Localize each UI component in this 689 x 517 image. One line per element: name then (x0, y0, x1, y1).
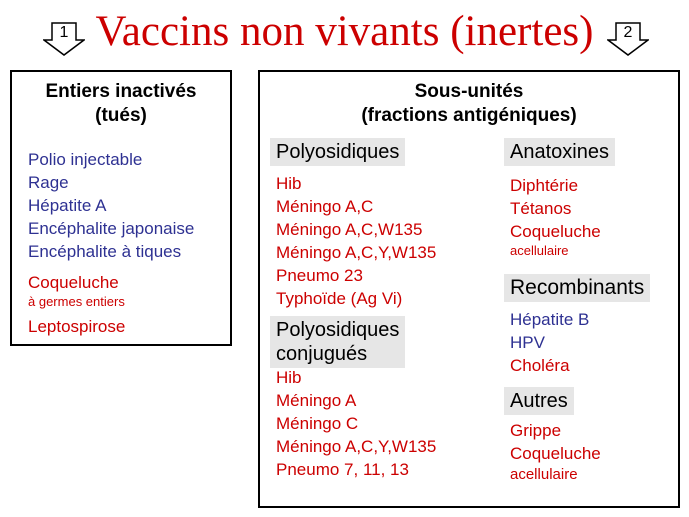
list-item: Choléra (510, 356, 570, 375)
list-item: Méningo C (276, 414, 359, 433)
inactivated-title-line1: Entiers inactivés (45, 81, 197, 102)
list-item: Diphtérie (510, 176, 579, 195)
list-item: Coqueluche (510, 444, 601, 463)
list-item: Coqueluche (510, 222, 601, 241)
list-item: Méningo A,C,W135 (276, 220, 423, 239)
list-item: Hépatite B (510, 310, 590, 329)
list-item: Encéphalite japonaise (28, 219, 195, 238)
inactivated-whole-box (10, 70, 232, 346)
list-item: HPV (510, 333, 545, 352)
list-item-note: acellulaire (510, 243, 569, 258)
autres-heading: Autres (504, 387, 574, 415)
inactivated-list (28, 148, 194, 338)
list-item: Méningo A,C,Y,W135 (276, 437, 437, 456)
list-item: Grippe (510, 421, 562, 440)
list-item: Polio injectable (28, 150, 143, 169)
list-item: Hib (276, 368, 302, 387)
list-item: Coqueluche (28, 273, 119, 292)
recombinants-list (510, 308, 589, 377)
list-item: Méningo A,C (276, 197, 374, 216)
polyosidiques-list (276, 172, 436, 310)
autres-list (510, 419, 601, 485)
anatoxines-list (510, 174, 601, 259)
conjugues-heading (270, 316, 405, 368)
conjugues-list (276, 366, 436, 481)
list-item: Méningo A,C,Y,W135 (276, 243, 437, 262)
anatoxines-heading: Anatoxines (504, 138, 615, 166)
list-item: Leptospirose (28, 317, 126, 336)
conjugues-heading-line2: conjugués (276, 343, 368, 365)
list-item: Hépatite A (28, 196, 107, 215)
subunits-title-line2: (fractions antigéniques) (361, 105, 577, 126)
prev-slide-number: 1 (59, 24, 69, 41)
next-slide-number: 2 (623, 24, 633, 41)
slide-title: Vaccins non vivants (inertes) (95, 8, 594, 55)
conjugues-heading-line1: Polyosidiques (276, 319, 400, 341)
list-item: Tétanos (510, 199, 572, 218)
list-item: Méningo A (276, 391, 357, 410)
list-item: Pneumo 23 (276, 266, 363, 285)
subunits-box (258, 70, 680, 508)
recombinants-heading: Recombinants (504, 274, 650, 302)
list-item: Pneumo 7, 11, 13 (276, 460, 409, 479)
list-item-note: acellulaire (510, 466, 578, 483)
list-item: Rage (28, 173, 69, 192)
list-item: Encéphalite à tiques (28, 242, 182, 261)
inactivated-title-line2: (tués) (95, 105, 147, 126)
list-item-note: à germes entiers (28, 294, 125, 309)
list-item: Typhoïde (Ag Vi) (276, 289, 403, 308)
polyosidiques-heading: Polyosidiques (270, 138, 405, 166)
list-item: Hib (276, 174, 302, 193)
subunits-title-line1: Sous-unités (414, 81, 524, 102)
